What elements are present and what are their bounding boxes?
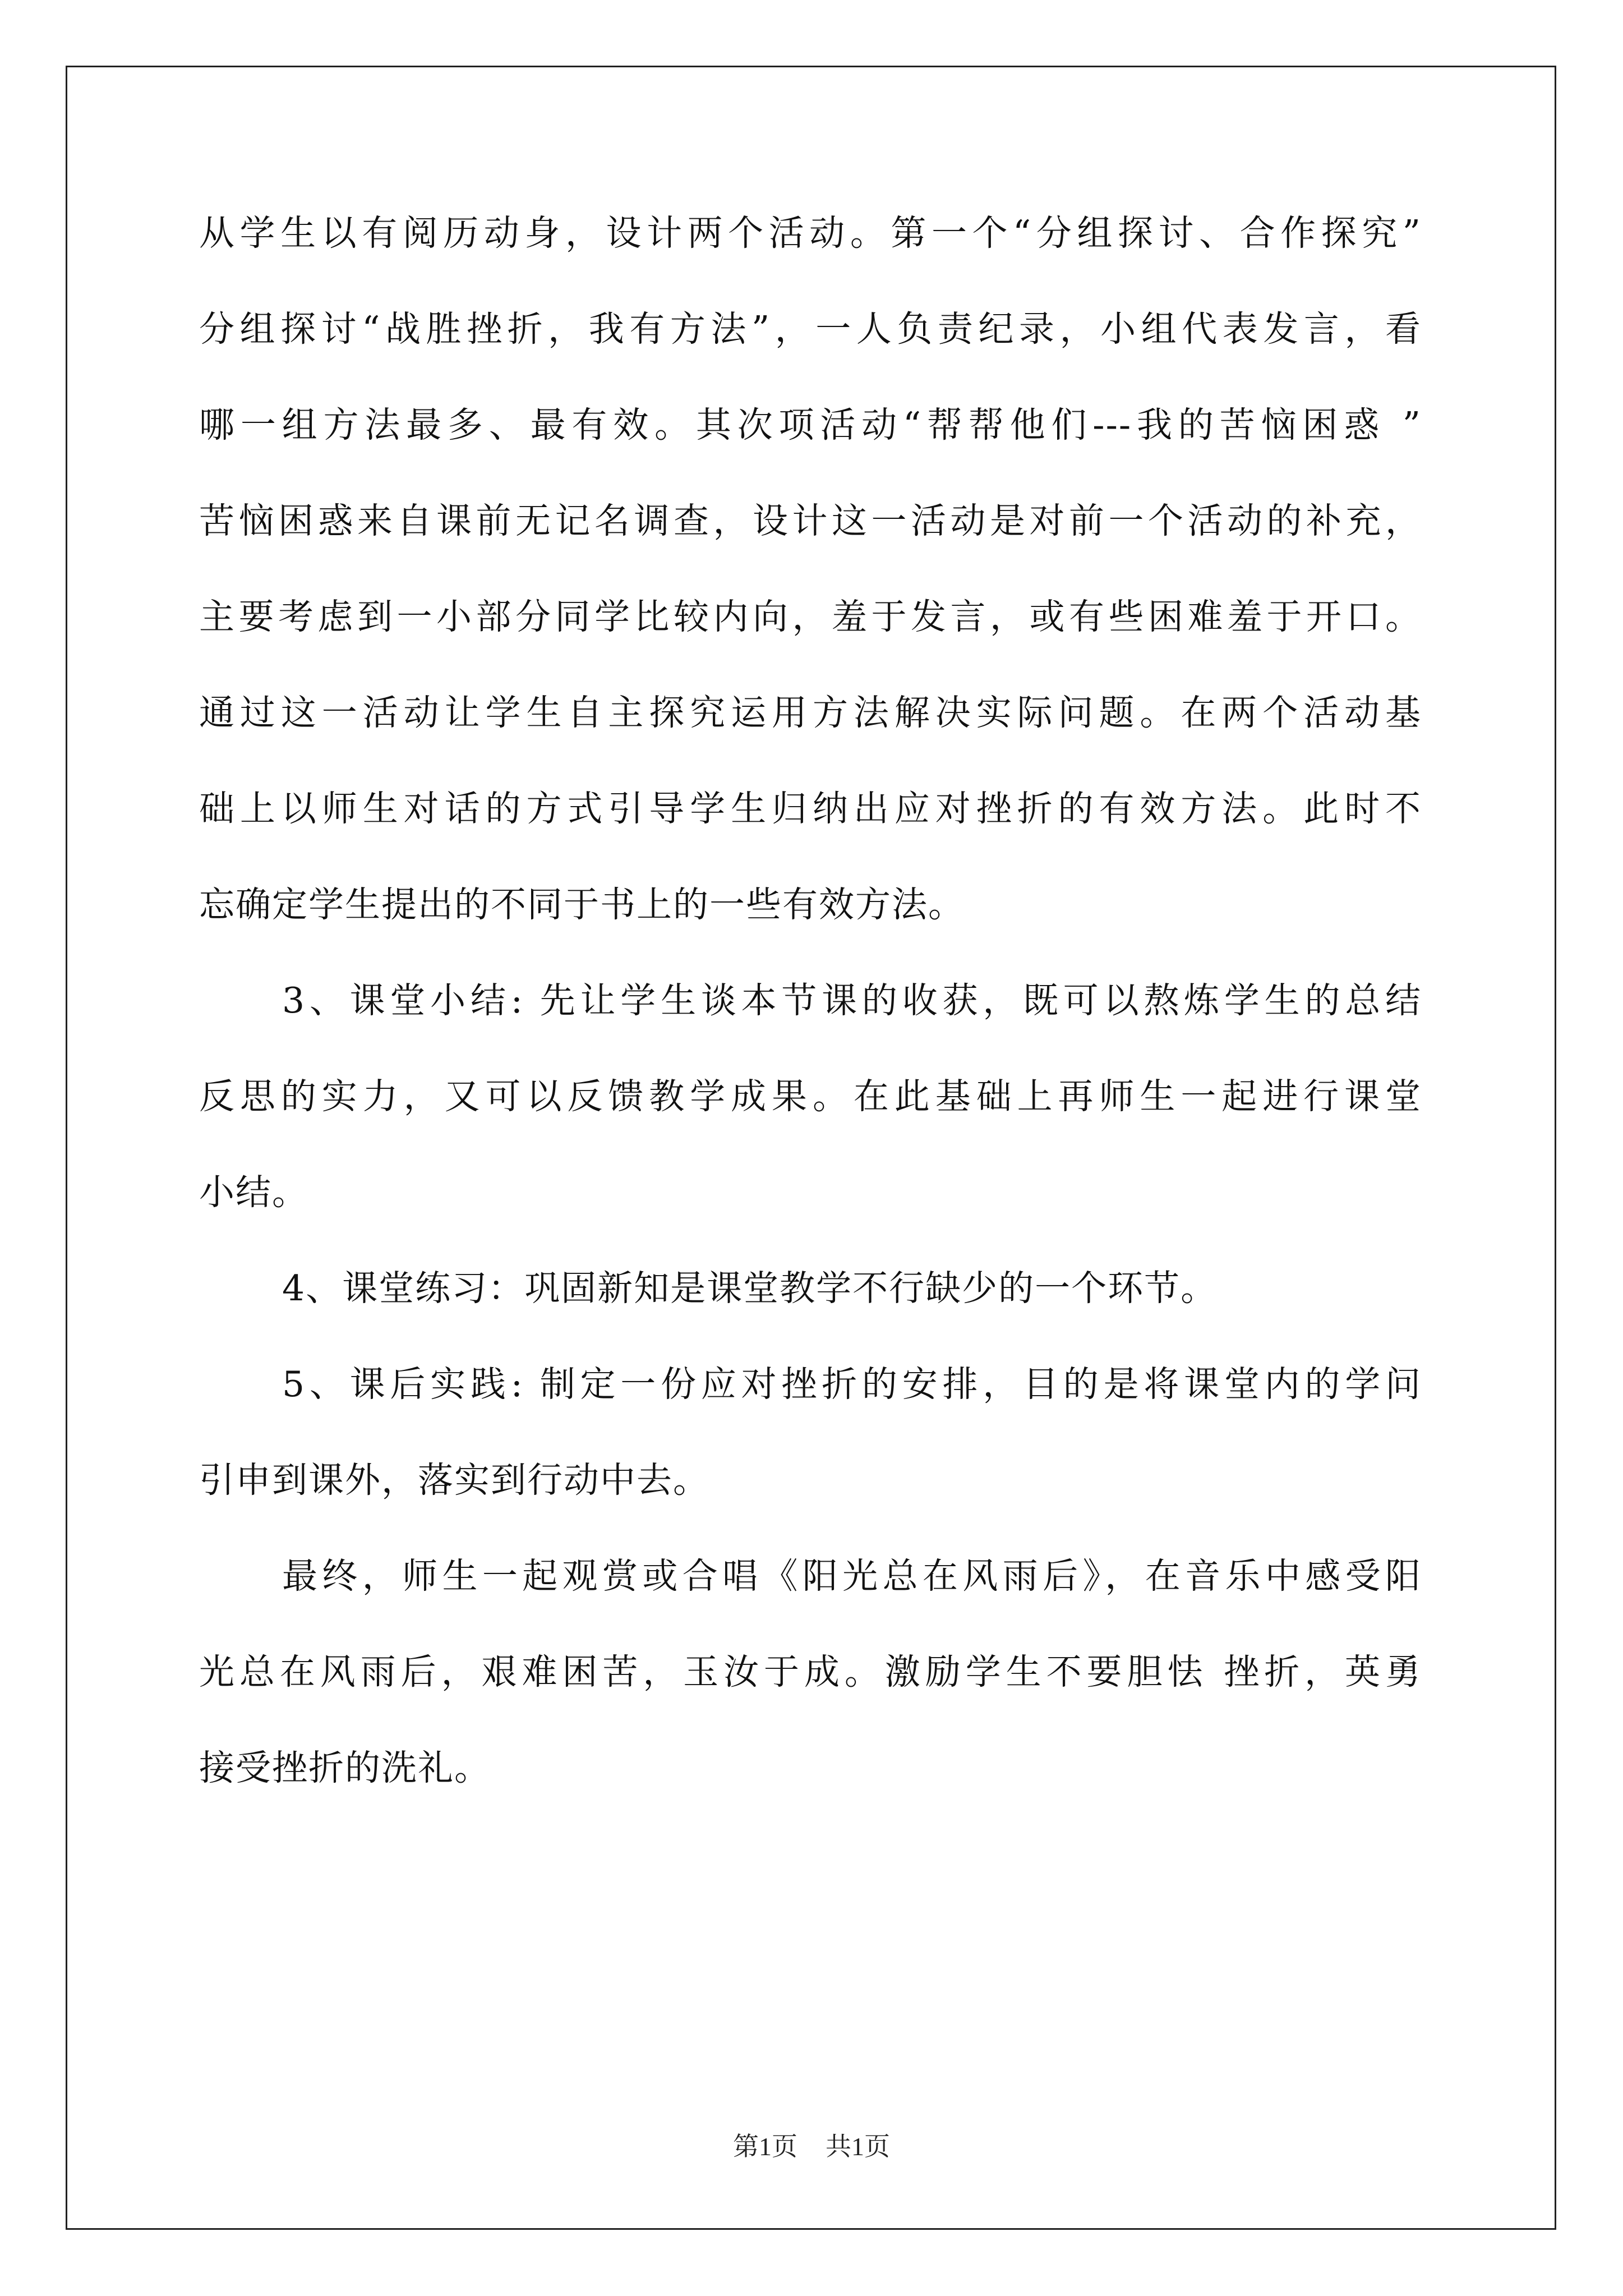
- paragraph-line: 接受挫折的洗礼。: [199, 1747, 491, 1788]
- page-footer: [0, 2126, 1623, 2163]
- paragraph-line: 忘确定学生提出的不同于书上的一些有效方法。: [199, 884, 965, 925]
- paragraph-line: 分组探讨“战胜挫折，我有方法”，一人负责纪录，小组代表发言，看: [199, 309, 1422, 349]
- paragraph-line: 引申到课外，落实到行动中去。: [199, 1460, 709, 1501]
- paragraph-line: 4、课堂练习：巩固新知是课堂教学不行缺少的一个环节。: [282, 1268, 1218, 1309]
- paragraph-line: 从学生以有阅历动身，设计两个活动。第一个“分组探讨、合作探究”: [199, 213, 1422, 254]
- paragraph-line: 小结。: [199, 1172, 308, 1213]
- paragraph-line: 哪一组方法最多、最有效。其次项活动“帮帮他们---我的苦恼困惑 ”: [199, 404, 1422, 445]
- paragraph-line: 苦恼困惑来自课前无记名调查，设计这一活动是对前一个活动的补充，: [199, 500, 1422, 541]
- page-number: 第1页: [733, 2132, 797, 2161]
- page-total: 共1页: [826, 2132, 890, 2161]
- paragraph-line: 3、课堂小结: 先让学生谈本节课的收获，既可以熬炼学生的总结: [282, 980, 1422, 1021]
- paragraph-line: 通过这一活动让学生自主探究运用方法解决实际问题。在两个活动基: [199, 692, 1422, 733]
- paragraph-line: 光总在风雨后，艰难困苦，玉汝于成。激励学生不要胆怯 挫折，英勇: [199, 1651, 1422, 1692]
- document-body: [199, 185, 1422, 1816]
- paragraph-line: 础上以师生对话的方式引导学生归纳出应对挫折的有效方法。此时不: [199, 788, 1422, 829]
- paragraph-line: 最终，师生一起观赏或合唱《阳光总在风雨后》，在音乐中感受阳: [282, 1556, 1422, 1596]
- paragraph-line: 5、课后实践: 制定一份应对挫折的安排，目的是将课堂内的学问: [282, 1364, 1422, 1405]
- paragraph-line: 主要考虑到一小部分同学比较内向，羞于发言，或有些困难羞于开口。: [199, 596, 1422, 637]
- paragraph-line: 反思的实力，又可以反馈教学成果。在此基础上再师生一起进行课堂: [199, 1076, 1422, 1117]
